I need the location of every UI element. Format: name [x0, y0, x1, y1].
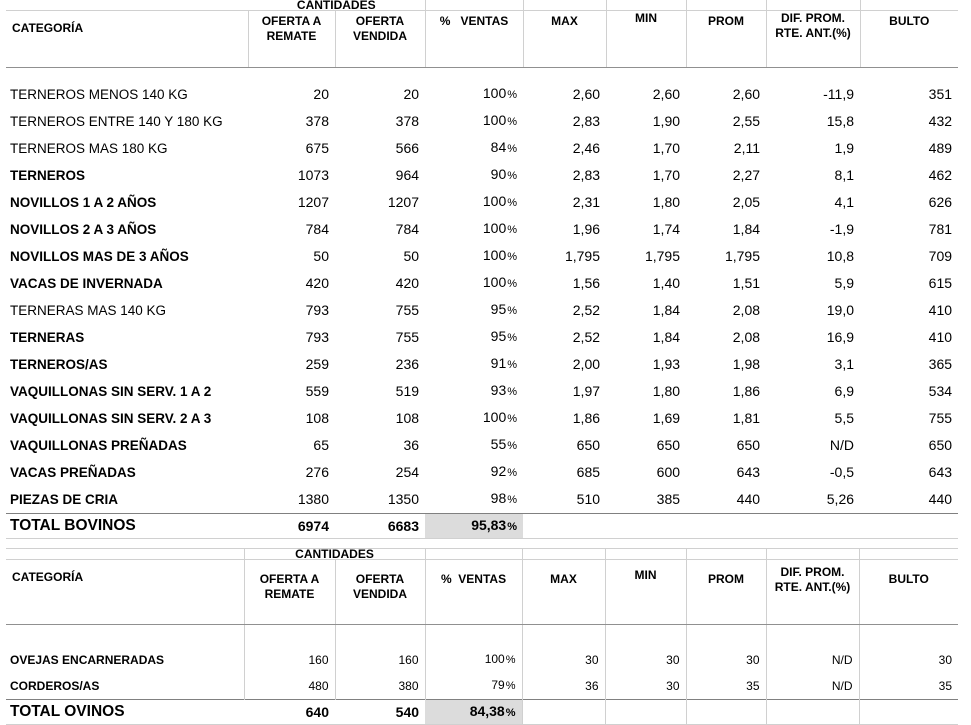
categoria-cell: VAQUILLONAS PREÑADAS — [10, 438, 187, 453]
dif-cell: N/D — [829, 437, 855, 453]
header-oferta-vendida: OFERTA VENDIDA — [335, 11, 425, 68]
oferta-vendida-cell: 964 — [395, 167, 420, 183]
categoria-cell: CORDEROS/AS — [10, 678, 100, 693]
bovinos-group-header-row — [6, 0, 958, 11]
categoria-cell: TERNEROS ENTRE 140 Y 180 KG — [10, 114, 223, 129]
min-cell: 1,80 — [652, 383, 681, 399]
dif-cell: 19,0 — [826, 302, 855, 318]
ovinos-total-row — [6, 700, 958, 725]
min-cell: 1,93 — [652, 356, 681, 372]
bovinos-table — [6, 0, 958, 539]
ovinos-rows — [6, 647, 958, 700]
oferta-remate-cell: 1207 — [297, 194, 329, 210]
oferta-vendida-cell: 378 — [395, 113, 420, 129]
categoria-cell: TERNEROS/AS — [10, 357, 108, 372]
ovinos-table — [6, 548, 958, 725]
categoria-cell: VACAS PREÑADAS — [10, 465, 136, 480]
oferta-vendida-cell: 160 — [335, 647, 425, 673]
max-cell: 1,56 — [572, 275, 601, 291]
categoria-cell: VAQUILLONAS SIN SERV. 2 A 3 — [10, 411, 212, 426]
categoria-cell: NOVILLOS 2 A 3 AÑOS — [10, 222, 157, 237]
oferta-remate-cell: 276 — [305, 464, 329, 480]
oferta-remate-cell: 793 — [305, 302, 329, 318]
table-row — [6, 459, 958, 486]
max-cell: 2,60 — [572, 86, 601, 102]
oferta-vendida-cell: 254 — [395, 464, 420, 480]
ovinos-group-header-row — [6, 549, 958, 560]
table-row — [6, 297, 958, 324]
max-cell: 2,31 — [572, 194, 601, 210]
header-prom: PROM — [686, 560, 766, 625]
table-row — [6, 189, 958, 216]
ventas-cell: 100% — [482, 409, 518, 425]
oferta-remate-cell: 20 — [313, 86, 329, 102]
oferta-remate-cell: 1073 — [297, 167, 329, 183]
min-cell: 30 — [605, 647, 686, 673]
ventas-cell: 100% — [482, 274, 518, 290]
bulto-cell: 462 — [928, 167, 953, 183]
bulto-cell: 643 — [928, 464, 953, 480]
table-row — [6, 243, 958, 270]
table-row — [6, 486, 958, 514]
header-ventas: % VENTAS — [425, 11, 523, 68]
oferta-remate-cell: 420 — [305, 275, 329, 291]
oferta-remate-cell: 1380 — [297, 491, 329, 507]
min-cell: 1,84 — [652, 302, 681, 318]
oferta-remate-cell: 65 — [313, 437, 329, 453]
prom-cell: 650 — [736, 437, 761, 453]
oferta-remate-cell: 259 — [305, 356, 329, 372]
min-cell: 650 — [656, 437, 681, 453]
prom-cell: 35 — [686, 673, 766, 700]
bulto-cell: 440 — [928, 491, 953, 507]
dif-cell: -11,9 — [823, 86, 855, 102]
total-oferta-vendida: 540 — [335, 700, 425, 725]
max-cell: 2,52 — [572, 329, 601, 345]
header-prom: PROM — [686, 11, 766, 68]
prom-cell: 1,98 — [732, 356, 761, 372]
table-row — [6, 432, 958, 459]
table-row — [6, 108, 958, 135]
header-oferta-remate: OFERTA A REMATE — [248, 11, 335, 68]
bulto-cell: 30 — [859, 647, 958, 673]
oferta-remate-cell: 160 — [244, 647, 335, 673]
max-cell: 1,795 — [564, 248, 601, 264]
oferta-remate-cell: 559 — [305, 383, 329, 399]
ventas-cell: 100% — [482, 247, 518, 263]
table-row — [6, 647, 958, 673]
bulto-cell: 410 — [928, 302, 953, 318]
ventas-cell: 100% — [482, 85, 518, 101]
oferta-vendida-cell: 420 — [395, 275, 420, 291]
min-cell: 1,40 — [652, 275, 681, 291]
bovinos-total-row — [6, 514, 958, 539]
oferta-vendida-cell: 784 — [395, 221, 420, 237]
bulto-cell: 615 — [928, 275, 953, 291]
min-cell: 30 — [605, 673, 686, 700]
oferta-remate-cell: 50 — [313, 248, 329, 264]
header-dif: DIF. PROM. RTE. ANT.(%) — [766, 11, 860, 68]
bulto-cell: 534 — [928, 383, 953, 399]
bulto-cell: 709 — [928, 248, 953, 264]
oferta-vendida-cell: 380 — [335, 673, 425, 700]
prom-cell: 2,05 — [732, 194, 761, 210]
oferta-remate-cell: 793 — [305, 329, 329, 345]
max-cell: 30 — [522, 647, 605, 673]
categoria-cell: TERNEROS — [10, 168, 86, 183]
max-cell: 1,96 — [572, 221, 601, 237]
dif-cell: 4,1 — [834, 194, 855, 210]
header-dif: DIF. PROM. RTE. ANT.(%) — [766, 560, 859, 625]
ventas-cell: 95% — [490, 328, 518, 344]
categoria-cell: PIEZAS DE CRIA — [10, 492, 119, 507]
header-max: MAX — [523, 11, 606, 68]
min-cell: 1,70 — [652, 167, 681, 183]
oferta-vendida-cell: 755 — [395, 302, 420, 318]
table-row — [6, 81, 958, 108]
header-ventas: % VENTAS — [425, 560, 522, 625]
header-max: MAX — [522, 560, 605, 625]
table-row — [6, 162, 958, 189]
ovinos-group-header: CANTIDADES — [244, 549, 425, 560]
categoria-cell: TERNEROS MAS 180 KG — [10, 141, 168, 156]
oferta-vendida-cell: 108 — [395, 410, 420, 426]
ventas-cell: 91% — [490, 355, 518, 371]
dif-cell: 10,8 — [826, 248, 855, 264]
oferta-remate-cell: 378 — [305, 113, 329, 129]
categoria-cell: TERNERAS — [10, 330, 85, 345]
max-cell: 685 — [576, 464, 601, 480]
total-oferta-remate: 6974 — [248, 514, 335, 539]
total-label: TOTAL OVINOS — [6, 700, 244, 725]
prom-cell: 2,55 — [732, 113, 761, 129]
oferta-vendida-cell: 1207 — [387, 194, 420, 210]
dif-cell: 16,9 — [826, 329, 855, 345]
oferta-remate-cell: 108 — [305, 410, 329, 426]
max-cell: 2,52 — [572, 302, 601, 318]
ovinos-header-row — [6, 560, 958, 625]
max-cell: 2,83 — [572, 167, 601, 183]
categoria-cell: TERNERAS MAS 140 KG — [10, 303, 167, 318]
ventas-cell: 98% — [490, 490, 518, 506]
categoria-cell: OVEJAS ENCARNERADAS — [10, 652, 165, 667]
dif-cell: N/D — [766, 647, 859, 673]
bulto-cell: 755 — [928, 410, 953, 426]
oferta-vendida-cell: 519 — [395, 383, 420, 399]
header-min: MIN — [606, 11, 686, 68]
prom-cell: 2,27 — [732, 167, 761, 183]
prom-cell: 2,60 — [732, 86, 761, 102]
bulto-cell: 626 — [928, 194, 953, 210]
table-row — [6, 324, 958, 351]
prom-cell: 1,51 — [732, 275, 761, 291]
dif-cell: 5,5 — [834, 410, 855, 426]
bulto-cell: 35 — [859, 673, 958, 700]
bovinos-rows — [6, 81, 958, 514]
dif-cell: 6,9 — [834, 383, 855, 399]
max-cell: 2,46 — [572, 140, 601, 156]
min-cell: 1,84 — [652, 329, 681, 345]
categoria-cell: TERNEROS MENOS 140 KG — [10, 87, 188, 102]
categoria-cell: VAQUILLONAS SIN SERV. 1 A 2 — [10, 384, 212, 399]
max-cell: 510 — [576, 491, 601, 507]
bulto-cell: 410 — [928, 329, 953, 345]
min-cell: 1,90 — [652, 113, 681, 129]
prom-cell: 30 — [686, 647, 766, 673]
max-cell: 650 — [576, 437, 601, 453]
min-cell: 1,70 — [652, 140, 681, 156]
table-row — [6, 351, 958, 378]
header-oferta-remate: OFERTA A REMATE — [244, 560, 335, 625]
ventas-cell: 90% — [490, 166, 518, 182]
oferta-remate-cell: 784 — [305, 221, 329, 237]
max-cell: 2,00 — [572, 356, 601, 372]
bulto-cell: 351 — [928, 86, 953, 102]
table-row — [6, 216, 958, 243]
bulto-cell: 365 — [928, 356, 953, 372]
min-cell: 1,69 — [652, 410, 681, 426]
bovinos-group-header: CANTIDADES — [296, 0, 376, 11]
ventas-cell: 100% — [482, 193, 518, 209]
min-cell: 1,80 — [652, 194, 681, 210]
dif-cell: 5,9 — [834, 275, 855, 291]
header-categoria: CATEGORÍA — [6, 560, 244, 625]
min-cell: 1,74 — [652, 221, 681, 237]
min-cell: 600 — [656, 464, 681, 480]
table-row — [6, 270, 958, 297]
report — [6, 0, 958, 725]
header-min: MIN — [605, 560, 686, 625]
oferta-vendida-cell: 36 — [403, 437, 420, 453]
total-oferta-vendida: 6683 — [335, 514, 425, 539]
dif-cell: 8,1 — [834, 167, 855, 183]
ventas-cell: 55% — [490, 436, 518, 452]
categoria-cell: NOVILLOS 1 A 2 AÑOS — [10, 195, 157, 210]
categoria-cell: NOVILLOS MAS DE 3 AÑOS — [10, 249, 189, 264]
bulto-cell: 432 — [928, 113, 953, 129]
table-row — [6, 673, 958, 700]
oferta-vendida-cell: 236 — [395, 356, 420, 372]
oferta-vendida-cell: 50 — [403, 248, 420, 264]
bulto-cell: 650 — [928, 437, 953, 453]
dif-cell: 1,9 — [834, 140, 855, 156]
table-row — [6, 378, 958, 405]
oferta-vendida-cell: 1350 — [387, 491, 420, 507]
prom-cell: 2,08 — [732, 329, 761, 345]
header-bulto: BULTO — [859, 560, 958, 625]
min-cell: 1,795 — [644, 248, 681, 264]
ventas-cell: 100% — [482, 220, 518, 236]
oferta-remate-cell: 480 — [244, 673, 335, 700]
min-cell: 2,60 — [652, 86, 681, 102]
table-row — [6, 405, 958, 432]
header-categoria: CATEGORÍA — [6, 11, 248, 68]
dif-cell: 15,8 — [826, 113, 855, 129]
prom-cell: 2,08 — [732, 302, 761, 318]
total-label: TOTAL BOVINOS — [6, 514, 248, 539]
oferta-remate-cell: 675 — [305, 140, 329, 156]
header-bulto: BULTO — [860, 11, 958, 68]
bovinos-header-row — [6, 11, 958, 68]
prom-cell: 1,81 — [732, 410, 761, 426]
dif-cell: -1,9 — [829, 221, 855, 237]
ventas-cell: 79% — [425, 673, 522, 700]
min-cell: 385 — [656, 491, 681, 507]
max-cell: 36 — [522, 673, 605, 700]
max-cell: 1,97 — [572, 383, 601, 399]
categoria-cell: VACAS DE INVERNADA — [10, 276, 163, 291]
prom-cell: 1,86 — [732, 383, 761, 399]
prom-cell: 1,795 — [724, 248, 761, 264]
ventas-cell: 84% — [490, 139, 518, 155]
oferta-vendida-cell: 755 — [395, 329, 420, 345]
prom-cell: 1,84 — [732, 221, 761, 237]
oferta-vendida-cell: 566 — [395, 140, 420, 156]
table-row — [6, 135, 958, 162]
dif-cell: 3,1 — [834, 356, 855, 372]
prom-cell: 440 — [736, 491, 761, 507]
prom-cell: 643 — [736, 464, 761, 480]
bulto-cell: 781 — [928, 221, 953, 237]
bulto-cell: 489 — [928, 140, 953, 156]
total-ventas: 95,83% — [425, 514, 523, 539]
prom-cell: 2,11 — [733, 140, 761, 156]
max-cell: 1,86 — [572, 410, 601, 426]
dif-cell: N/D — [766, 673, 859, 700]
oferta-vendida-cell: 20 — [403, 86, 420, 102]
header-oferta-vendida: OFERTA VENDIDA — [335, 560, 425, 625]
ventas-cell: 95% — [490, 301, 518, 317]
max-cell: 2,83 — [572, 113, 601, 129]
total-oferta-remate: 640 — [244, 700, 335, 725]
ventas-cell: 100% — [425, 647, 522, 673]
ventas-cell: 93% — [490, 382, 518, 398]
dif-cell: 5,26 — [826, 491, 855, 507]
total-ventas: 84,38% — [425, 700, 522, 725]
ventas-cell: 100% — [482, 112, 518, 128]
dif-cell: -0,5 — [829, 464, 855, 480]
ventas-cell: 92% — [490, 463, 518, 479]
